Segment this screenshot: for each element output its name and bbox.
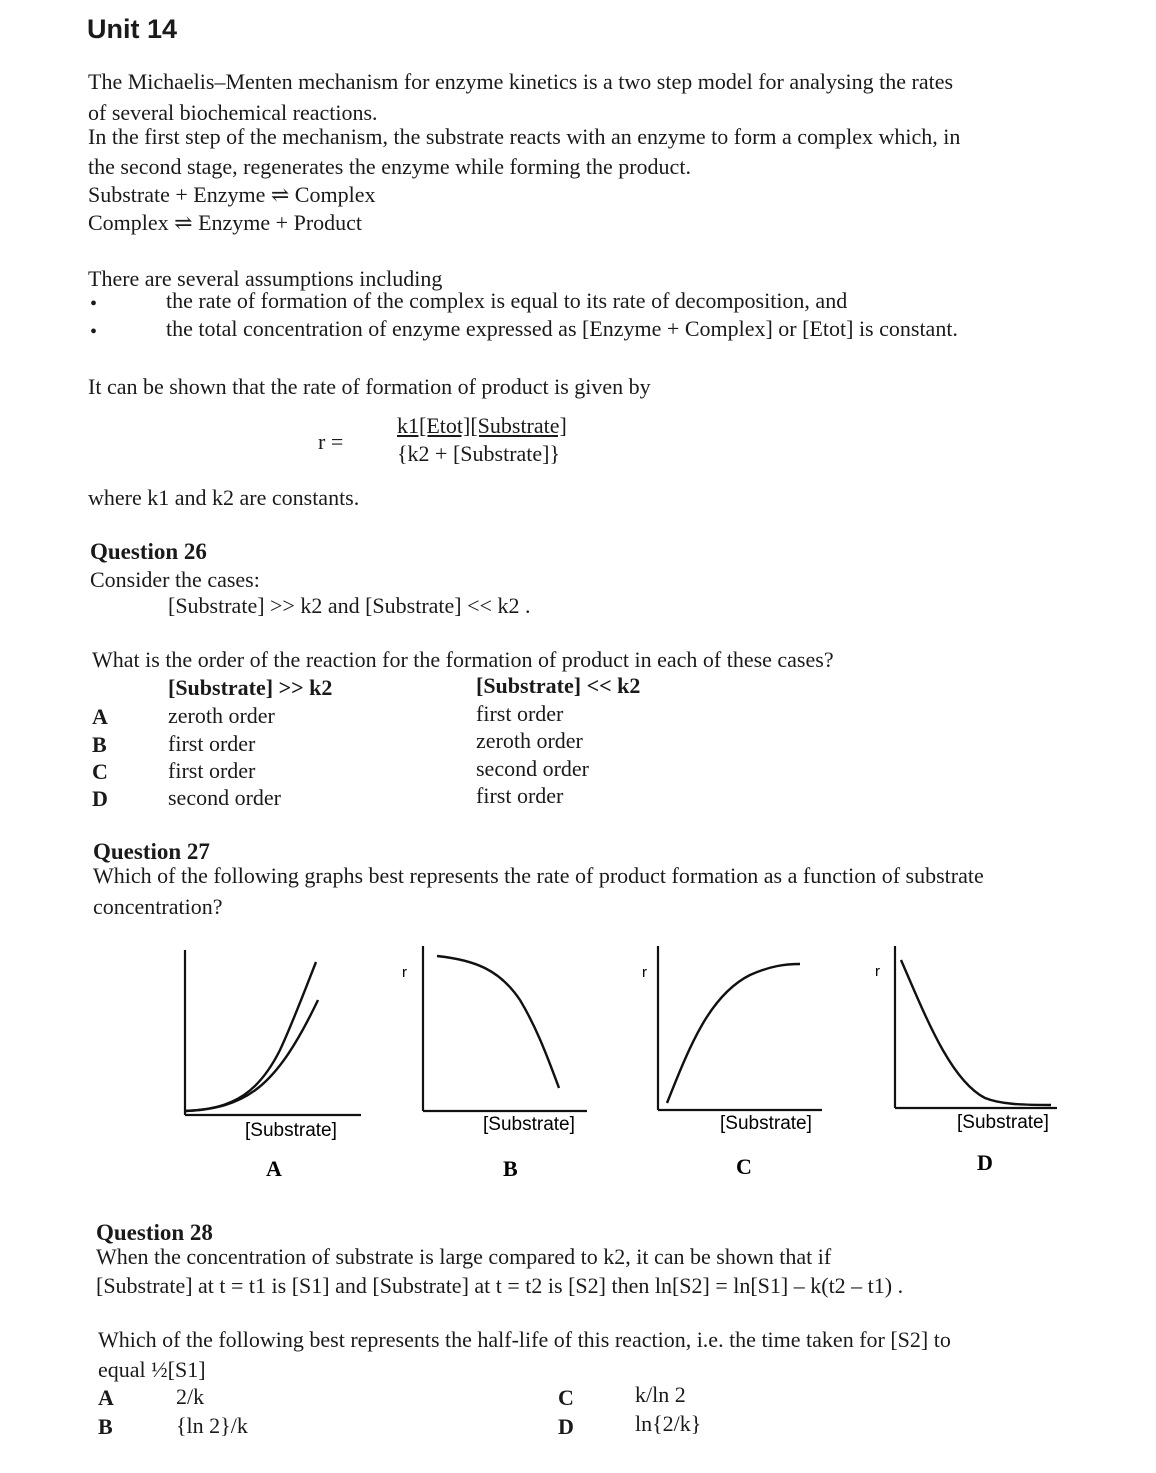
intro-line: The Michaelis–Menten mechanism for enzyme kinetics is a two step model for analysing the rates xyxy=(88,69,954,94)
q26-cases: [Substrate] >> k2 and [Substrate] << k2 . xyxy=(168,593,531,618)
q27-line: Which of the following graphs best represents the rate of product formation as a function of substrate xyxy=(93,863,984,888)
q26-option-col1: second order xyxy=(168,785,282,810)
curve xyxy=(901,960,1051,1105)
curve xyxy=(185,1000,318,1111)
rate-lead: It can be shown that the rate of formation of product is given by xyxy=(88,374,651,399)
graph-x-label: [Substrate] xyxy=(483,1114,575,1135)
q26-option-col2: first order xyxy=(476,783,564,808)
graph-x-label: [Substrate] xyxy=(245,1120,337,1141)
graph-letter: D xyxy=(977,1150,993,1175)
unit-title: Unit 14 xyxy=(87,14,178,44)
q26-option-col2: zeroth order xyxy=(476,728,583,753)
q28-option-text: k/ln 2 xyxy=(635,1382,686,1407)
q28-option-text: ln{2/k} xyxy=(635,1411,702,1436)
q28-question: equal ½[S1] xyxy=(98,1357,206,1382)
curve xyxy=(185,962,316,1111)
intro-line: In the first step of the mechanism, the substrate reacts with an enzyme to form a complex which, in xyxy=(88,124,961,149)
graph-x-label: [Substrate] xyxy=(720,1113,812,1134)
equation-2: Complex ⇌ Enzyme + Product xyxy=(88,210,363,235)
rate-lhs: r = xyxy=(318,429,344,454)
intro-line: of several biochemical reactions. xyxy=(88,100,378,125)
graph-b[interactable] xyxy=(395,940,595,1200)
graph-y-label: r xyxy=(875,963,880,980)
bullet-dot: • xyxy=(90,293,98,315)
q26-option-col2: second order xyxy=(476,756,590,781)
graph-y-label: r xyxy=(642,964,647,981)
assumption-item: the total concentration of enzyme expressed as [Enzyme + Complex] or [Etot] is constant. xyxy=(166,316,958,341)
q26-option-col1: first order xyxy=(168,731,256,756)
q28-option-text: 2/k xyxy=(176,1384,205,1409)
q28-option-letter[interactable]: D xyxy=(558,1414,574,1439)
q28-option-letter[interactable]: C xyxy=(558,1385,574,1410)
q26-option-letter[interactable]: B xyxy=(92,732,107,757)
q26-lead: Consider the cases: xyxy=(90,567,260,592)
q26-col1-header: [Substrate] >> k2 xyxy=(168,675,333,700)
equation-1: Substrate + Enzyme ⇌ Complex xyxy=(88,182,376,207)
q26-question: What is the order of the reaction for the formation of product in each of these cases? xyxy=(92,647,834,672)
graph-x-label: [Substrate] xyxy=(957,1112,1049,1133)
q26-col2-header: [Substrate] << k2 xyxy=(476,673,641,698)
q26-title: Question 26 xyxy=(90,539,207,564)
graph-a[interactable] xyxy=(175,940,375,1200)
q28-question: Which of the following best represents the half-life of this reaction, i.e. the time taken for [S2] to xyxy=(98,1327,951,1352)
q26-option-col2: first order xyxy=(476,701,564,726)
q26-option-letter[interactable]: A xyxy=(92,704,108,729)
curve xyxy=(667,964,800,1103)
graph-y-label: r xyxy=(402,964,407,981)
rate-numerator: k1[Etot][Substrate] xyxy=(397,413,567,438)
graph-c[interactable] xyxy=(630,940,830,1200)
q28-line: [Substrate] at t = t1 is [S1] and [Substrate] at t = t2 is [S2] then ln[S2] = ln[S1] – k(t2 – t1) . xyxy=(96,1273,904,1298)
q26-option-col1: zeroth order xyxy=(168,703,275,728)
q26-option-letter[interactable]: D xyxy=(92,786,108,811)
assumption-item: the rate of formation of the complex is equal to its rate of decomposition, and xyxy=(166,288,848,313)
graph-letter: C xyxy=(736,1154,752,1179)
graph-letter: B xyxy=(503,1156,518,1181)
q28-option-letter[interactable]: B xyxy=(98,1414,113,1439)
q27-title: Question 27 xyxy=(93,839,210,864)
assumptions-lead: There are several assumptions including xyxy=(88,266,443,291)
rate-where: where k1 and k2 are constants. xyxy=(88,485,360,510)
q28-option-letter[interactable]: A xyxy=(98,1385,114,1410)
graph-letter: A xyxy=(266,1156,282,1181)
q26-option-letter[interactable]: C xyxy=(92,759,108,784)
intro-line: the second stage, regenerates the enzyme while forming the product. xyxy=(88,154,691,179)
q26-option-col1: first order xyxy=(168,758,256,783)
graph-d[interactable] xyxy=(865,940,1065,1200)
q28-title: Question 28 xyxy=(96,1220,213,1245)
curve xyxy=(437,956,559,1088)
rate-denominator: {k2 + [Substrate]} xyxy=(397,441,561,466)
q27-line: concentration? xyxy=(93,894,223,919)
q28-line: When the concentration of substrate is large compared to k2, it can be shown that if xyxy=(96,1244,832,1269)
bullet-dot: • xyxy=(90,321,98,343)
q28-option-text: {ln 2}/k xyxy=(176,1413,248,1438)
